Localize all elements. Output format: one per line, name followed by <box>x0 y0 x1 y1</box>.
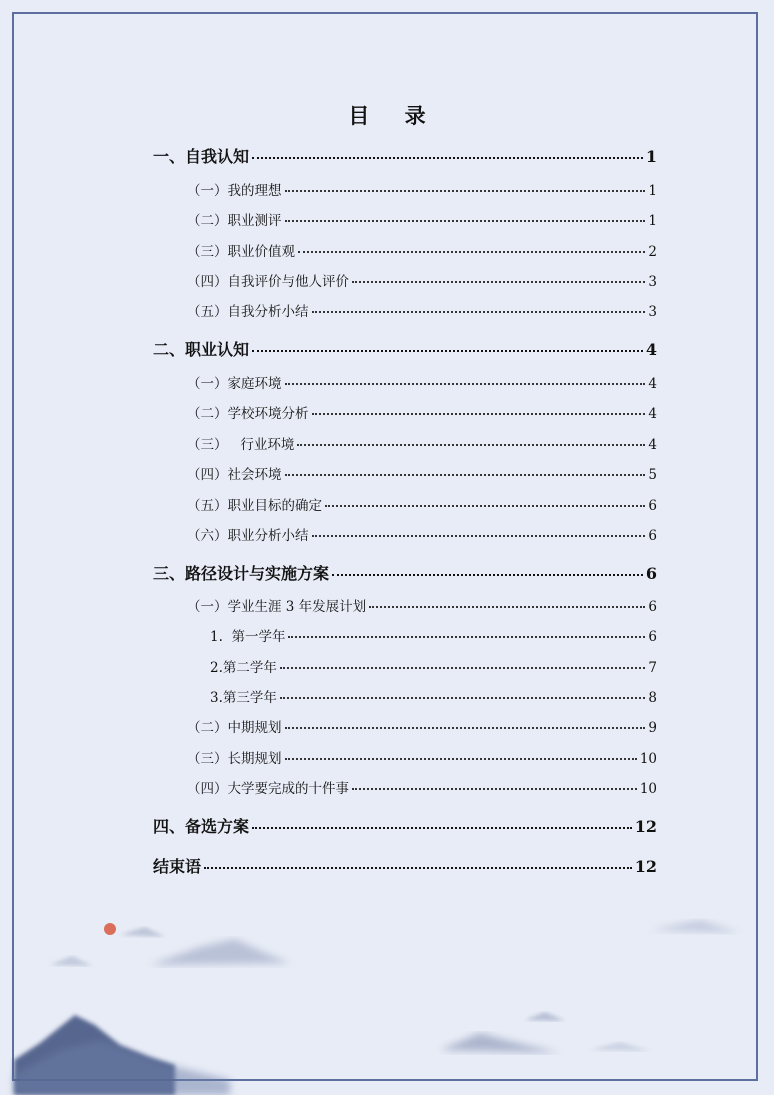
toc-entry[interactable] <box>187 179 657 201</box>
toc-entry[interactable] <box>187 240 657 262</box>
toc-entry-page-number: 6 <box>648 528 657 544</box>
toc-entry[interactable] <box>187 747 657 769</box>
toc-entry-label: 二、职业认知 <box>153 340 250 359</box>
dot-leader <box>285 474 646 476</box>
toc-entry-page-number: 6 <box>648 629 657 645</box>
toc-entry-page-number: 12 <box>634 857 657 876</box>
toc-entry-label: （一）学业生涯 3 年发展计划 <box>187 599 367 615</box>
toc-entry-page-number: 2 <box>648 244 657 260</box>
toc-entry-label: （五）自我分析小结 <box>187 304 309 320</box>
toc-entry[interactable] <box>187 209 657 231</box>
toc-entry-label: （三） 行业环境 <box>187 437 295 453</box>
toc-entry-page-number: 4 <box>648 376 657 392</box>
toc-entry-page-number: 12 <box>634 817 657 836</box>
dot-leader <box>332 574 643 576</box>
toc-entry-page-number: 10 <box>639 781 657 797</box>
toc-entry-label: （一）我的理想 <box>187 183 282 199</box>
dot-leader <box>312 311 646 313</box>
toc-entry[interactable] <box>187 433 657 455</box>
dot-leader <box>280 667 646 669</box>
dot-leader <box>369 606 645 608</box>
toc-entry-label: 一、自我认知 <box>153 147 250 166</box>
dot-leader <box>285 383 646 385</box>
toc-entry[interactable] <box>187 402 657 424</box>
toc-entry-page-number: 6 <box>648 498 657 514</box>
toc-entry-page-number: 1 <box>648 183 657 199</box>
toc-entry-page-number: 3 <box>648 304 657 320</box>
toc-entry-page-number: 1 <box>645 147 657 166</box>
toc-entry-label: （四）大学要完成的十件事 <box>187 781 349 797</box>
dot-leader <box>298 251 645 253</box>
toc-entry-page-number: 4 <box>645 340 657 359</box>
dot-leader <box>285 758 637 760</box>
dot-leader <box>325 505 645 507</box>
toc-entry-page-number: 7 <box>648 660 657 676</box>
dot-leader <box>252 827 632 829</box>
toc-entry-label: 1. 第一学年 <box>210 629 286 645</box>
dot-leader <box>285 727 646 729</box>
toc-entry[interactable] <box>153 144 657 166</box>
toc-entry[interactable] <box>153 814 657 836</box>
toc-entry-label: （二）职业测评 <box>187 213 282 229</box>
toc-entry-label: （二）中期规划 <box>187 720 282 736</box>
toc-entry[interactable] <box>187 300 657 322</box>
toc-entry-label: 三、路径设计与实施方案 <box>153 564 330 583</box>
toc-title: 目 录 <box>348 103 440 128</box>
toc-entry[interactable] <box>210 625 657 647</box>
dot-leader <box>312 413 646 415</box>
toc-entry-label: （一）家庭环境 <box>187 376 282 392</box>
toc-entry-label: （六）职业分析小结 <box>187 528 309 544</box>
dot-leader <box>285 220 646 222</box>
dot-leader <box>285 190 646 192</box>
dot-leader <box>280 697 646 699</box>
toc-entry[interactable] <box>187 463 657 485</box>
toc-entry-label: （二）学校环境分析 <box>187 406 309 422</box>
toc-entry-page-number: 8 <box>648 690 657 706</box>
toc-entry-label: 四、备选方案 <box>153 817 250 836</box>
dot-leader <box>252 157 643 159</box>
toc-entry-label: （三）长期规划 <box>187 751 282 767</box>
dot-leader <box>352 281 645 283</box>
toc-entry-page-number: 5 <box>648 467 657 483</box>
toc-entry[interactable] <box>210 656 657 678</box>
toc-entry-page-number: 6 <box>645 564 657 583</box>
toc-entry[interactable] <box>153 337 657 359</box>
toc-entry[interactable] <box>187 524 657 546</box>
toc-entry-label: 3.第三学年 <box>210 690 277 706</box>
toc-entry-label: （四）社会环境 <box>187 467 282 483</box>
toc-entry[interactable] <box>187 270 657 292</box>
toc-entry-page-number: 9 <box>648 720 657 736</box>
toc-entry-page-number: 6 <box>648 599 657 615</box>
toc-entry[interactable] <box>153 854 657 876</box>
dot-leader <box>352 788 637 790</box>
toc-entry-label: （五）职业目标的确定 <box>187 498 322 514</box>
dot-leader <box>312 535 646 537</box>
toc-entry-label: 2.第二学年 <box>210 660 277 676</box>
toc-entry-page-number: 3 <box>648 274 657 290</box>
toc-entry-page-number: 4 <box>648 406 657 422</box>
toc-entry-label: （四）自我评价与他人评价 <box>187 274 349 290</box>
toc-entry[interactable] <box>187 716 657 738</box>
toc-entry-page-number: 1 <box>648 213 657 229</box>
dot-leader <box>252 350 643 352</box>
dot-leader <box>297 444 645 446</box>
toc-entry[interactable] <box>187 595 657 617</box>
toc-entry-page-number: 10 <box>639 751 657 767</box>
toc-entry-label: 结束语 <box>153 857 202 876</box>
dot-leader <box>288 636 645 638</box>
toc-entry-page-number: 4 <box>648 437 657 453</box>
toc-entry[interactable] <box>210 686 657 708</box>
toc-entry[interactable] <box>187 777 657 799</box>
toc-entry[interactable] <box>187 372 657 394</box>
toc-entry[interactable] <box>187 494 657 516</box>
dot-leader <box>204 867 632 869</box>
toc-entry[interactable] <box>153 561 657 583</box>
toc-entry-label: （三）职业价值观 <box>187 244 295 260</box>
